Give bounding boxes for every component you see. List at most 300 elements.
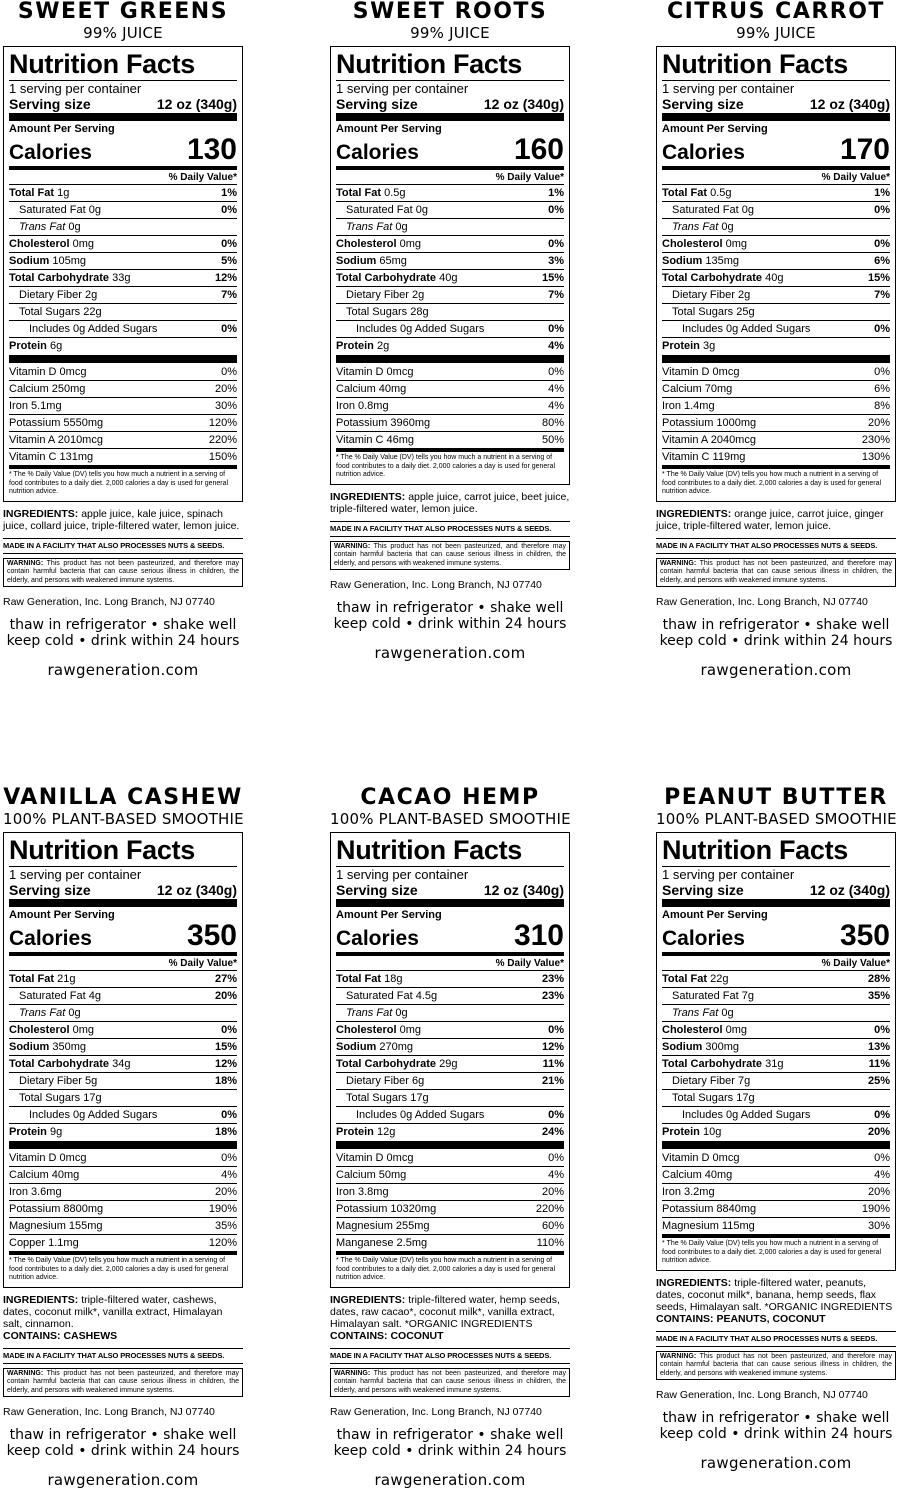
serving-size-value: 12 oz (340g) [156, 882, 237, 898]
vitamin-mineral-label: Vitamin A 2010mcg [9, 434, 103, 446]
thick-divider [662, 1141, 890, 1149]
calories-row [336, 135, 564, 165]
nutrient-name [662, 338, 715, 354]
daily-value-footnote: * The % Daily Value (DV) tells you how much a nutrient in a serving of food contributes to a daily diet. 2,000 calories a day is used for general nutrition advice. [662, 465, 890, 497]
nutrient-label: Dietary Fiber [672, 1075, 735, 1087]
thick-divider [336, 899, 564, 907]
nutrient-row [662, 971, 890, 988]
vitamin-mineral-row [9, 381, 237, 398]
nutrient-row [9, 270, 237, 287]
nutrient-row [662, 1073, 890, 1090]
nutrient-label: Trans Fat [19, 1007, 66, 1019]
vitamin-mineral-row [662, 432, 890, 449]
vitamin-mineral-row [9, 1235, 237, 1251]
company-address: Raw Generation, Inc. Long Branch, NJ 07740 [330, 579, 542, 591]
daily-value-header: % Daily Value* [662, 171, 890, 185]
vitamin-mineral-label: Potassium 10320mg [336, 1203, 437, 1215]
nutrient-daily-value: 0% [221, 1024, 237, 1036]
nutrient-name [336, 202, 428, 218]
nutrient-label: Dietary Fiber [346, 289, 409, 301]
vitamin-mineral-label: Calcium 40mg [9, 1169, 80, 1181]
nutrient-daily-value: 15% [541, 272, 564, 284]
nutrient-label: Includes 0g Added Sugars [356, 1109, 485, 1121]
calories-value: 130 [186, 133, 237, 166]
nutrition-facts-label [3, 46, 243, 502]
nutrient-row [336, 202, 564, 219]
vitamin-mineral-daily-value: 130% [861, 451, 890, 463]
amount-per-serving: Amount Per Serving [336, 123, 442, 135]
vitamin-mineral-label: Vitamin D 0mcg [9, 1152, 87, 1164]
nutrient-row [336, 304, 564, 321]
vitamin-mineral-row [662, 1150, 890, 1167]
vitamin-mineral-label: Iron 0.8mg [336, 400, 389, 412]
nutrient-amount: 0.5g [710, 187, 732, 199]
nutrient-amount: 12g [376, 1126, 396, 1138]
nutrient-amount: 0mg [399, 1024, 421, 1036]
serving-size-label: Serving size [336, 882, 418, 898]
nutrient-label: Protein [662, 340, 700, 352]
nutrient-row [336, 988, 564, 1005]
nutrient-label: Cholesterol [336, 1024, 397, 1036]
calories-label: Calories [662, 927, 745, 950]
vitamin-mineral-daily-value: 30% [867, 1220, 890, 1232]
nutrient-name [662, 1039, 739, 1055]
nutrition-facts-label [656, 46, 896, 502]
company-address: Raw Generation, Inc. Long Branch, NJ 07740 [3, 1406, 215, 1418]
nutrient-row [9, 202, 237, 219]
nutrient-daily-value: 0% [874, 1109, 890, 1121]
nutrient-daily-value: 18% [214, 1126, 237, 1138]
vitamin-mineral-label: Iron 3.8mg [336, 1186, 389, 1198]
nutrient-amount: 21g [57, 973, 76, 985]
nutrient-label: Protein [336, 340, 374, 352]
nutrient-name [662, 1073, 750, 1089]
handling-tips-line1: thaw in refrigerator • shake well [9, 617, 237, 633]
nutrition-facts-title: Nutrition Facts [662, 835, 890, 867]
nutrient-name [336, 1056, 457, 1072]
nutrient-name [336, 185, 406, 201]
nutrient-amount: 28g [410, 306, 429, 318]
vitamin-mineral-daily-value: 20% [541, 1186, 564, 1198]
nutrient-amount: 10g [702, 1126, 722, 1138]
vitamin-mineral-label: Potassium 3960mg [336, 417, 431, 429]
vitamin-mineral-label: Magnesium 115mg [662, 1220, 755, 1232]
nutrient-name [336, 1039, 413, 1055]
vitamin-mineral-row [662, 1201, 890, 1218]
vitamin-mineral-daily-value: 6% [874, 383, 890, 395]
nutrient-label: Includes 0g Added Sugars [29, 323, 158, 335]
vitamin-mineral-daily-value: 20% [867, 1186, 890, 1198]
nutrient-label: Total Carbohydrate [662, 272, 763, 284]
nutrient-row [336, 1022, 564, 1039]
nutrient-name [336, 253, 407, 269]
nutrient-amount: 2g [376, 340, 390, 352]
nutrient-row [336, 1124, 564, 1140]
vitamin-mineral-daily-value: 20% [867, 417, 890, 429]
nutrient-amount: 7g [741, 990, 754, 1002]
nutrient-name [9, 287, 97, 303]
nutrient-name [9, 185, 69, 201]
nutrient-amount: 6g [412, 1075, 425, 1087]
nutrient-amount: 2g [738, 289, 751, 301]
nutrient-row [336, 270, 564, 287]
nutrient-amount: 105mg [52, 255, 87, 267]
nutrient-name [9, 971, 75, 987]
ingredients-label: INGREDIENTS: [656, 507, 732, 520]
vitamin-mineral-row [336, 1201, 564, 1218]
vitamin-mineral-daily-value: 4% [221, 1169, 237, 1181]
ingredients [3, 1294, 243, 1330]
nutrient-label: Cholesterol [662, 238, 723, 250]
nutrient-row [9, 1022, 237, 1039]
nutrient-label: Total Sugars [346, 306, 408, 318]
vitamin-mineral-label: Calcium 70mg [662, 383, 733, 395]
nutrient-row [9, 185, 237, 202]
nutrient-label: Total Fat [336, 187, 382, 199]
vitamin-mineral-row [9, 1167, 237, 1184]
company-address: Raw Generation, Inc. Long Branch, NJ 07740 [656, 1389, 868, 1401]
nutrient-label: Cholesterol [662, 1024, 723, 1036]
nutrient-daily-value: 11% [542, 1058, 564, 1070]
vitamin-mineral-row [336, 398, 564, 415]
nutrient-amount: 0mg [72, 1024, 94, 1036]
nutrient-amount: 22g [710, 973, 729, 985]
calories-label: Calories [662, 141, 745, 164]
facility-statement: MADE IN A FACILITY THAT ALSO PROCESSES NUTS & SEEDS. [3, 1348, 243, 1364]
nutrient-daily-value: 13% [867, 1041, 890, 1053]
nutrient-amount: 135mg [705, 255, 740, 267]
nutrient-name [336, 1124, 395, 1140]
nutrition-facts-label [330, 46, 570, 485]
servings-per-container: 1 serving per container [9, 81, 142, 96]
thick-divider [662, 113, 890, 121]
nutrient-label: Total Sugars [672, 1092, 734, 1104]
serving-size-label: Serving size [336, 96, 418, 112]
nutrient-label: Protein [9, 340, 47, 352]
vitamin-mineral-row [336, 1167, 564, 1184]
nutrient-amount: 7g [738, 1075, 751, 1087]
nutrient-name [9, 321, 157, 337]
ingredients-text: apple juice, carrot juice, beet juice, triple-filtered water, lemon juice. [330, 490, 570, 515]
daily-value-header: % Daily Value* [336, 171, 564, 185]
vitamin-mineral-row [336, 1184, 564, 1201]
vitamin-mineral-daily-value: 230% [861, 434, 890, 446]
medium-divider [662, 166, 890, 170]
nutrient-amount: 0mg [725, 1024, 747, 1036]
warning-box [656, 1351, 896, 1381]
nutrient-amount: 0g [721, 1007, 734, 1019]
nutrient-row [9, 1073, 237, 1090]
vitamin-mineral-row [336, 415, 564, 432]
vitamin-mineral-label: Potassium 8800mg [9, 1203, 104, 1215]
amount-per-serving: Amount Per Serving [9, 909, 115, 921]
vitamin-mineral-row [662, 364, 890, 381]
nutrient-row [9, 219, 237, 236]
warning-text: This product has not been pasteurized, and therefore may contain harmful bacteria that can cause serious illness in children, the elderly, and persons with weakened immune systems. [334, 542, 566, 567]
vitamin-mineral-label: Potassium 5550mg [9, 417, 104, 429]
vitamin-mineral-daily-value: 4% [548, 383, 564, 395]
nutrient-row [9, 236, 237, 253]
nutrient-label: Total Fat [662, 973, 708, 985]
vitamin-mineral-row [662, 1167, 890, 1184]
nutrient-amount: 0g [741, 204, 754, 216]
allergen-contains: CONTAINS: PEANUTS, COCONUT [656, 1312, 826, 1325]
vitamin-mineral-label: Vitamin A 2040mcg [662, 434, 756, 446]
warning-label: WARNING: [7, 559, 44, 567]
handling-tips-line2: keep cold • drink within 24 hours [6, 633, 240, 649]
vitamin-mineral-label: Vitamin D 0mcg [662, 366, 740, 378]
product-subtitle: 100% PLANT-BASED SMOOTHIE [3, 810, 244, 828]
nutrient-name [662, 971, 728, 987]
nutrient-row [9, 321, 237, 338]
nutrient-daily-value: 27% [214, 973, 237, 985]
nutrient-label: Saturated Fat [346, 204, 413, 216]
handling-tips-line1: thaw in refrigerator • shake well [662, 1410, 890, 1426]
nutrient-row [336, 219, 564, 236]
medium-divider [9, 166, 237, 170]
vitamin-mineral-label: Potassium 8840mg [662, 1203, 757, 1215]
nutrient-amount: 29g [439, 1058, 458, 1070]
daily-value-footnote: * The % Daily Value (DV) tells you how much a nutrient in a serving of food contributes to a daily diet. 2,000 calories a day is used for general nutrition advice. [336, 1251, 564, 1283]
calories-row [9, 135, 237, 165]
calories-label: Calories [336, 927, 419, 950]
daily-value-header: % Daily Value* [9, 171, 237, 185]
warning-box [3, 558, 243, 588]
nutrient-row [9, 971, 237, 988]
vitamin-mineral-row [336, 432, 564, 448]
handling-tips-line1: thaw in refrigerator • shake well [336, 1427, 564, 1443]
handling-tips-line2: keep cold • drink within 24 hours [333, 616, 567, 632]
calories-value: 160 [513, 133, 564, 166]
vitamin-mineral-label: Vitamin D 0mcg [662, 1152, 740, 1164]
nutrient-row [662, 1107, 890, 1124]
nutrient-row [662, 1005, 890, 1022]
handling-tips [656, 617, 896, 649]
nutrient-row [336, 253, 564, 270]
nutrient-amount: 0g [68, 221, 81, 233]
vitamin-mineral-label: Iron 1.4mg [662, 400, 715, 412]
nutrient-daily-value: 15% [867, 272, 890, 284]
nutrient-row [662, 338, 890, 354]
nutrient-row [336, 338, 564, 354]
website: rawgeneration.com [374, 644, 526, 662]
nutrient-name [9, 1107, 157, 1123]
vitamin-mineral-daily-value: 35% [214, 1220, 237, 1232]
servings-per-container: 1 serving per container [336, 81, 469, 96]
calories-value: 350 [839, 919, 890, 952]
vitamin-mineral-label: Calcium 250mg [9, 383, 86, 395]
nutrient-name [336, 287, 424, 303]
thick-divider [662, 355, 890, 363]
ingredients-text: triple-filtered water, hemp seeds, dates, raw cacao*, coconut milk*, vanilla extract, Himalayan salt. *ORGANIC INGREDIENTS [330, 1293, 560, 1330]
nutrient-name [9, 236, 94, 252]
nutrient-row [336, 1056, 564, 1073]
company-address: Raw Generation, Inc. Long Branch, NJ 07740 [3, 596, 215, 608]
serving-size-row [9, 882, 237, 898]
medium-divider [336, 952, 564, 956]
nutrient-daily-value: 23% [541, 990, 564, 1002]
nutrient-row [336, 1107, 564, 1124]
nutrient-label: Total Carbohydrate [9, 1058, 110, 1070]
serving-size-label: Serving size [662, 96, 744, 112]
vitamin-mineral-row [9, 449, 237, 465]
nutrient-amount: 6g [49, 340, 63, 352]
thick-divider [9, 1141, 237, 1149]
nutrient-daily-value: 7% [221, 289, 237, 301]
calories-row [662, 135, 890, 165]
nutrient-daily-value: 12% [214, 272, 237, 284]
nutrient-name [662, 1005, 734, 1021]
nutrient-label: Dietary Fiber [346, 1075, 409, 1087]
vitamin-mineral-row [9, 415, 237, 432]
vitamin-mineral-row [9, 1184, 237, 1201]
nutrient-amount: 25g [736, 306, 755, 318]
product-name: CACAO HEMP [360, 785, 540, 810]
nutrient-amount: 350mg [52, 1041, 87, 1053]
nutrient-label: Total Sugars [19, 306, 81, 318]
vitamin-mineral-row [9, 1218, 237, 1235]
vitamin-mineral-daily-value: 150% [208, 451, 237, 463]
nutrient-amount: 0g [68, 1007, 81, 1019]
vitamin-mineral-row [9, 1201, 237, 1218]
ingredients-label: INGREDIENTS: [3, 507, 79, 520]
nutrient-daily-value: 0% [874, 1024, 890, 1036]
nutrient-row [9, 253, 237, 270]
servings-per-container: 1 serving per container [9, 867, 142, 882]
vitamin-mineral-row [9, 398, 237, 415]
nutrient-label: Total Carbohydrate [9, 272, 110, 284]
handling-tips [3, 1427, 243, 1459]
nutrient-row [662, 270, 890, 287]
nutrient-label: Trans Fat [19, 221, 66, 233]
vitamin-mineral-daily-value: 4% [874, 1169, 890, 1181]
nutrient-row [662, 287, 890, 304]
nutrient-label: Cholesterol [9, 238, 70, 250]
nutrient-daily-value: 0% [548, 204, 564, 216]
daily-value-header: % Daily Value* [9, 957, 237, 971]
nutrient-amount: 0g [395, 1007, 408, 1019]
nutrient-amount: 3g [702, 340, 716, 352]
nutrient-daily-value: 11% [868, 1058, 890, 1070]
vitamin-mineral-label: Vitamin C 131mg [9, 451, 94, 463]
nutrient-amount: 40g [765, 272, 784, 284]
nutrient-name [662, 202, 754, 218]
nutrient-name [9, 202, 101, 218]
warning-label: WARNING: [660, 559, 697, 567]
nutrient-label: Sodium [336, 1041, 377, 1053]
product-panel [656, 0, 896, 679]
nutrient-row [662, 1124, 890, 1140]
nutrient-amount: 17g [736, 1092, 755, 1104]
nutrient-daily-value: 0% [221, 1109, 237, 1121]
nutrient-label: Protein [662, 1126, 700, 1138]
ingredients [330, 1294, 570, 1330]
nutrient-row [662, 1022, 890, 1039]
nutrient-name [9, 338, 62, 354]
nutrient-amount: 17g [410, 1092, 429, 1104]
nutrient-amount: 17g [83, 1092, 102, 1104]
nutrient-label: Includes 0g Added Sugars [356, 323, 485, 335]
nutrient-name [662, 270, 783, 286]
nutrient-name [9, 253, 86, 269]
ingredients [656, 508, 896, 532]
ingredients-text: triple-filtered water, cashews, dates, coconut milk*, vanilla extract, Himalayan salt, cinnamon. [3, 1293, 223, 1330]
nutrient-label: Saturated Fat [346, 990, 413, 1002]
vitamin-mineral-daily-value: 4% [548, 400, 564, 412]
nutrient-daily-value: 4% [548, 340, 564, 352]
vitamin-mineral-daily-value: 190% [208, 1203, 237, 1215]
nutrition-facts-title: Nutrition Facts [662, 49, 890, 81]
nutrient-amount: 22g [83, 306, 102, 318]
calories-value: 170 [839, 133, 890, 166]
nutrient-label: Sodium [662, 1041, 703, 1053]
nutrient-label: Sodium [9, 255, 50, 267]
nutrient-row [662, 304, 890, 321]
nutrient-row [662, 202, 890, 219]
nutrient-name [9, 270, 130, 286]
nutrient-amount: 40g [439, 272, 458, 284]
warning-box [330, 541, 570, 571]
nutrition-facts-title: Nutrition Facts [9, 835, 237, 867]
nutrient-row [9, 1005, 237, 1022]
product-panel [330, 0, 570, 662]
nutrient-amount: 0mg [399, 238, 421, 250]
nutrient-daily-value: 15% [214, 1041, 237, 1053]
nutrient-row [336, 971, 564, 988]
nutrient-row [336, 1039, 564, 1056]
nutrient-label: Total Fat [662, 187, 708, 199]
calories-row [662, 921, 890, 951]
product-panel [3, 786, 243, 1489]
nutrient-name [9, 219, 81, 235]
product-name: SWEET ROOTS [352, 0, 548, 24]
nutrient-label: Sodium [9, 1041, 50, 1053]
warning-text: This product has not been pasteurized, and therefore may contain harmful bacteria that can cause serious illness in children, the elderly, and persons with weakened immune systems. [660, 1352, 892, 1377]
facility-statement: MADE IN A FACILITY THAT ALSO PROCESSES NUTS & SEEDS. [330, 1348, 570, 1364]
nutrient-name [662, 287, 750, 303]
thick-divider [9, 113, 237, 121]
nutrient-label: Total Fat [9, 187, 55, 199]
nutrient-row [336, 287, 564, 304]
serving-size-label: Serving size [9, 882, 91, 898]
nutrient-row [9, 988, 237, 1005]
nutrient-label: Cholesterol [9, 1024, 70, 1036]
warning-text: This product has not been pasteurized, and therefore may contain harmful bacteria that can cause serious illness in children, the elderly, and persons with weakened immune systems. [660, 559, 892, 584]
nutrient-name [662, 321, 810, 337]
serving-size-value: 12 oz (340g) [156, 96, 237, 112]
serving-size-value: 12 oz (340g) [809, 96, 890, 112]
nutrient-name [9, 1090, 102, 1106]
nutrient-label: Dietary Fiber [19, 1075, 82, 1087]
nutrient-daily-value: 28% [867, 973, 890, 985]
amount-per-serving: Amount Per Serving [336, 909, 442, 921]
vitamin-mineral-row [662, 1218, 890, 1234]
daily-value-header: % Daily Value* [336, 957, 564, 971]
nutrition-facts-title: Nutrition Facts [9, 49, 237, 81]
daily-value-footnote: * The % Daily Value (DV) tells you how much a nutrient in a serving of food contributes to a daily diet. 2,000 calories a day is used for general nutrition advice. [336, 448, 564, 480]
nutrient-daily-value: 24% [541, 1126, 564, 1138]
nutrient-daily-value: 3% [548, 255, 564, 267]
company-address: Raw Generation, Inc. Long Branch, NJ 07740 [656, 596, 868, 608]
vitamin-mineral-label: Calcium 40mg [336, 383, 407, 395]
nutrient-label: Total Fat [336, 973, 382, 985]
vitamin-mineral-label: Magnesium 155mg [9, 1220, 103, 1232]
nutrient-amount: 0g [721, 221, 734, 233]
nutrient-row [662, 321, 890, 338]
ingredients [330, 491, 570, 515]
handling-tips [656, 1410, 896, 1442]
nutrient-row [9, 1056, 237, 1073]
